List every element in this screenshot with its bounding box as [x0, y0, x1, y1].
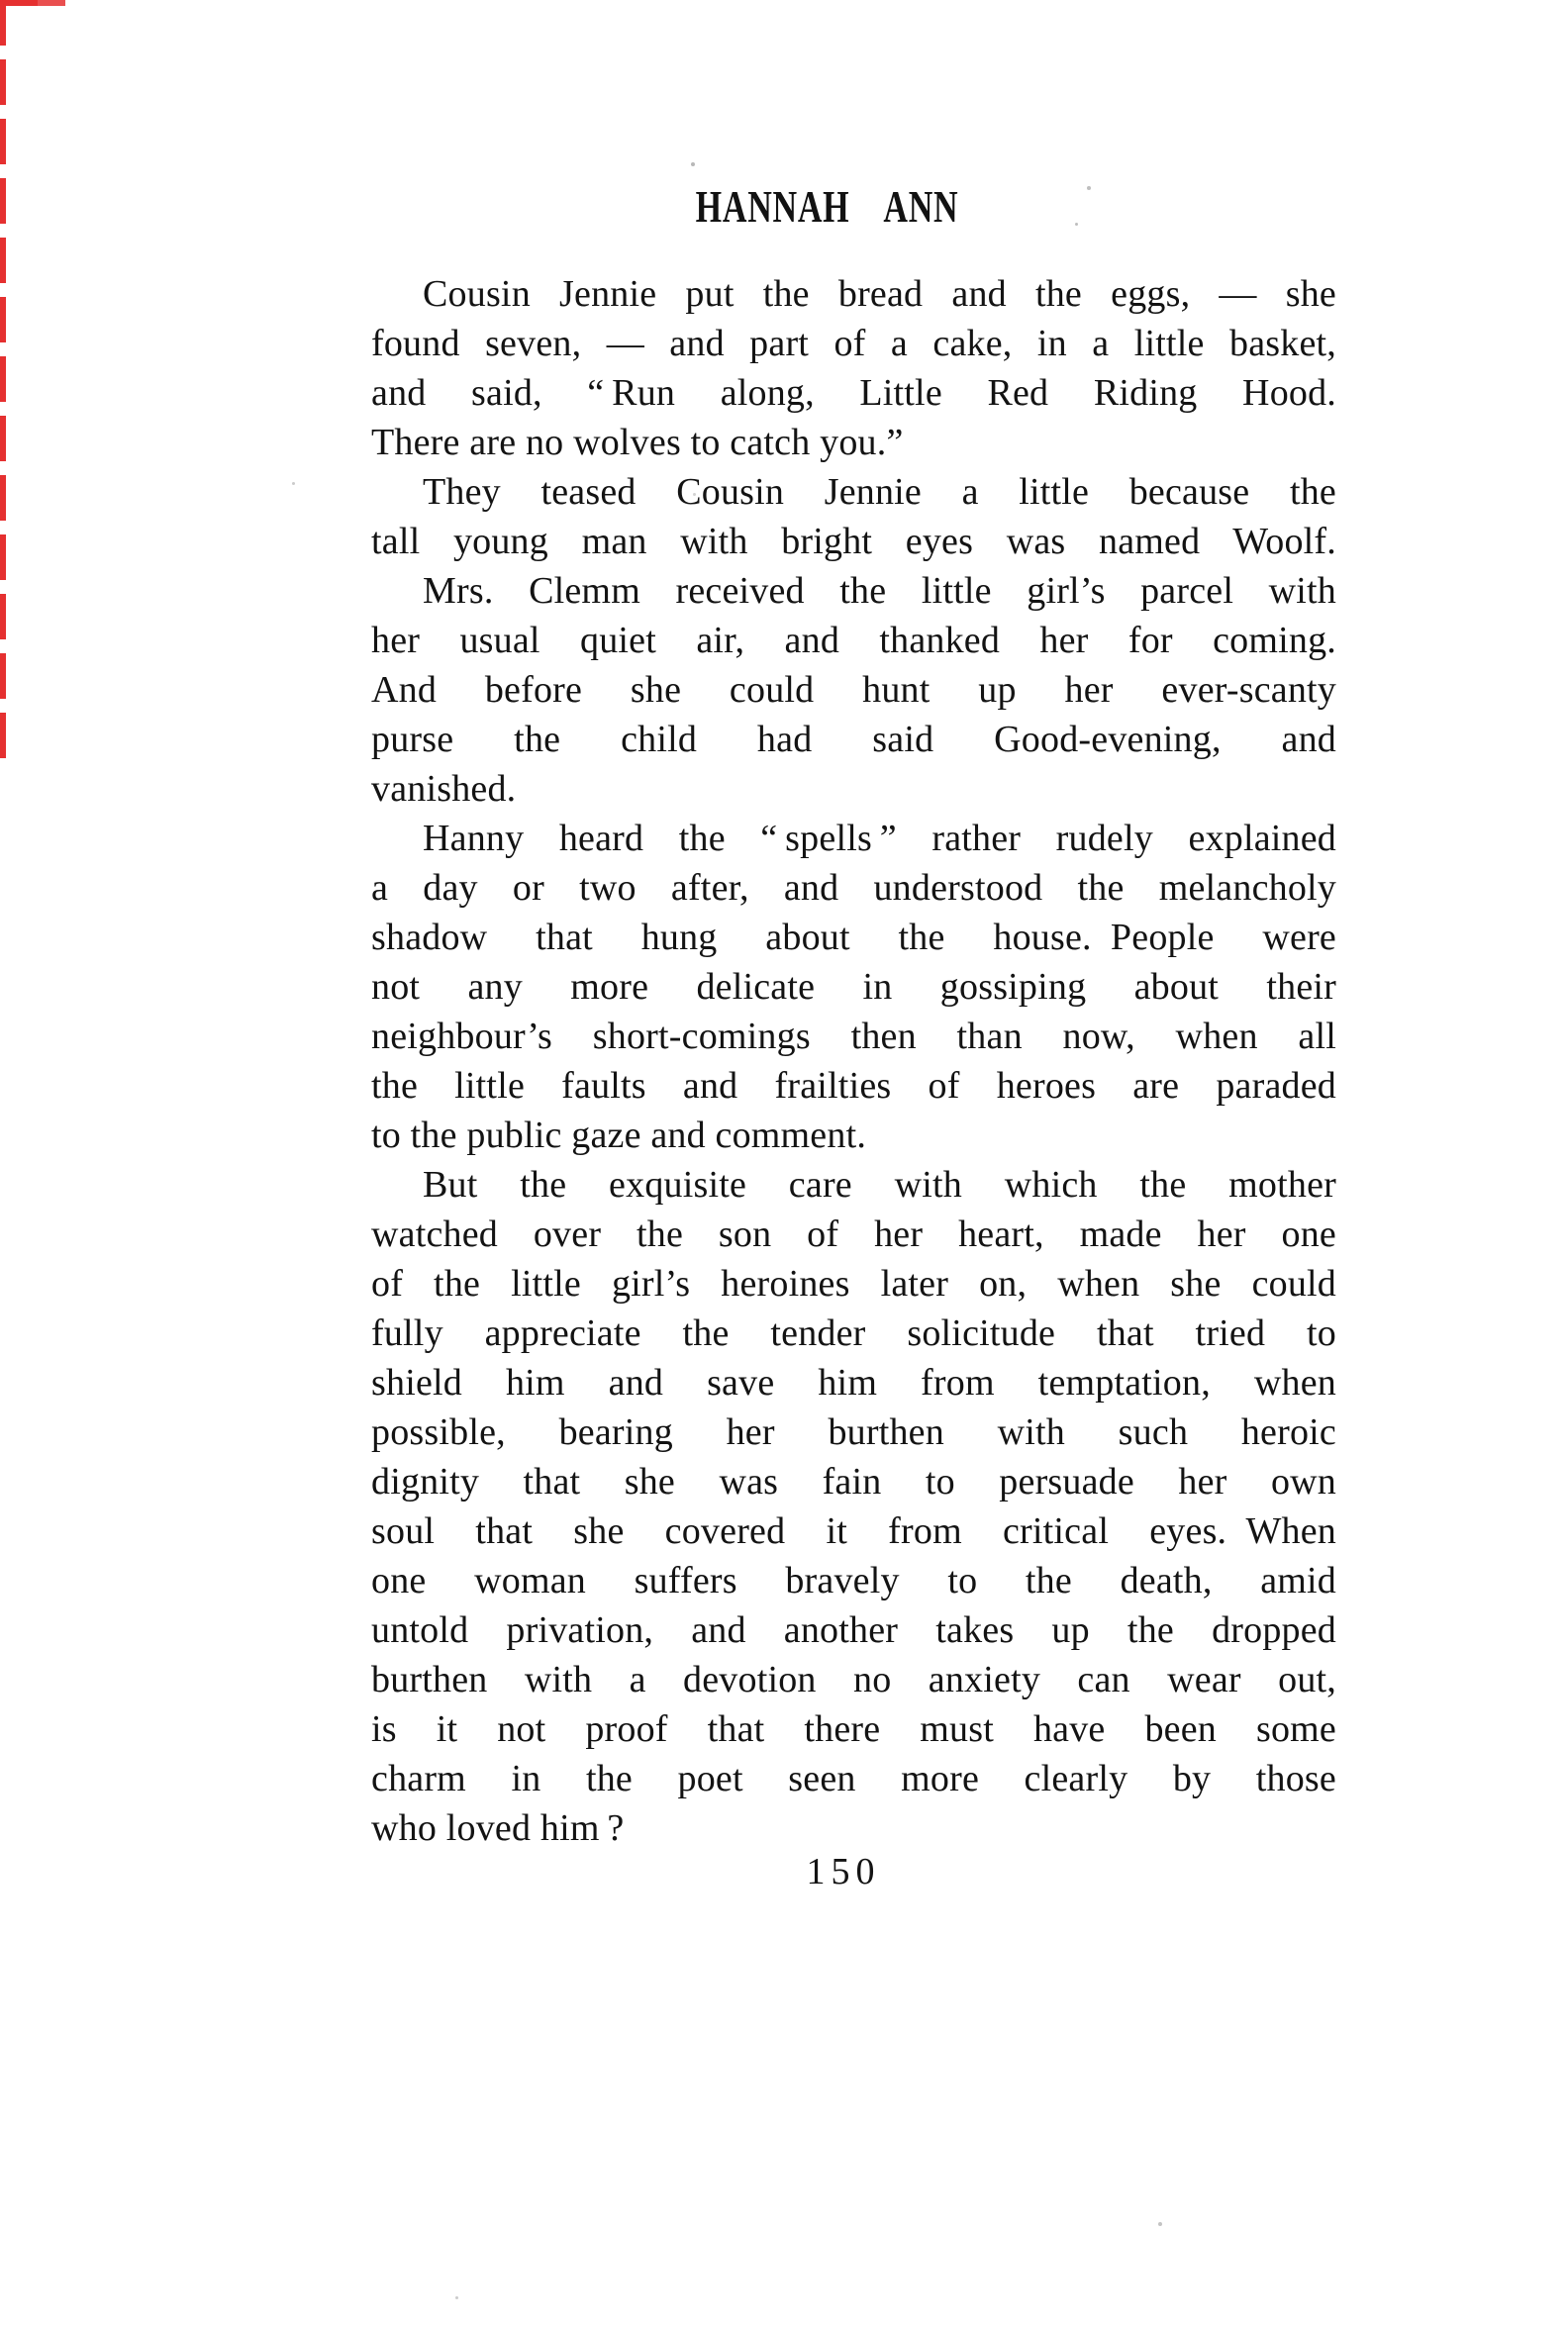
text-line: her usual quiet air, and thanked her for coming.	[371, 620, 1336, 661]
text-line: found seven, — and part of a cake, in a little basket,	[371, 323, 1336, 364]
text-line: fully appreciate the tender solicitude that tried to	[371, 1312, 1336, 1354]
text-line: dignity that she was fain to persuade her own	[371, 1461, 1336, 1503]
scan-speck	[1158, 2222, 1162, 2226]
page-number: 150	[806, 1851, 881, 1892]
text-line: shield him and save him from temptation, when	[371, 1362, 1336, 1404]
text-line: Mrs. Clemm received the little girl’s parcel with	[423, 570, 1336, 612]
text-line: of the little girl’s heroines later on, when she could	[371, 1263, 1336, 1305]
text-line: untold privation, and another takes up the dropped	[371, 1609, 1336, 1651]
text-line: not any more delicate in gossiping about their	[371, 966, 1336, 1008]
text-line: soul that she covered it from critical eyes. When	[371, 1510, 1336, 1552]
text-line: They teased Cousin Jennie a little because the	[423, 471, 1336, 513]
scan-speck	[455, 2296, 458, 2299]
text-line: neighbour’s short-comings then than now, when all	[371, 1016, 1336, 1057]
text-block	[371, 269, 1336, 1853]
scan-speck	[691, 162, 695, 166]
text-line: But the exquisite care with which the mother	[423, 1164, 1336, 1206]
scan-edge-mark-top	[0, 0, 65, 6]
text-line: purse the child had said Good-evening, and	[371, 719, 1336, 760]
text-line: Hanny heard the “ spells ” rather rudely explained	[423, 818, 1336, 859]
page-title	[371, 181, 1331, 233]
scan-edge-mark-left	[0, 0, 6, 764]
text-line: the little faults and frailties of heroes are paraded	[371, 1065, 1336, 1107]
text-line: watched over the son of her heart, made her one	[371, 1213, 1336, 1255]
text-line: Cousin Jennie put the bread and the eggs, — she	[423, 273, 1336, 315]
text-line: one woman suffers bravely to the death, amid	[371, 1560, 1336, 1601]
text-line: to the public gaze and comment.	[371, 1115, 867, 1156]
page-title-text: HANNAH ANN	[696, 181, 959, 232]
text-line: is it not proof that there must have been some	[371, 1708, 1336, 1750]
text-line: and said, “ Run along, Little Red Riding Hood.	[371, 372, 1336, 414]
text-line: And before she could hunt up her ever-scanty	[371, 669, 1336, 711]
text-line: a day or two after, and understood the melancholy	[371, 867, 1336, 909]
text-line: burthen with a devotion no anxiety can wear out,	[371, 1659, 1336, 1700]
scan-speck	[292, 482, 295, 485]
text-line: tall young man with bright eyes was named Woolf.	[371, 521, 1336, 562]
text-line: shadow that hung about the house. People were	[371, 917, 1336, 958]
text-line: There are no wolves to catch you.”	[371, 422, 904, 463]
text-line: vanished.	[371, 768, 517, 810]
text-line: possible, bearing her burthen with such heroic	[371, 1411, 1336, 1453]
text-line: who loved him ?	[371, 1807, 625, 1849]
text-line: charm in the poet seen more clearly by those	[371, 1758, 1336, 1799]
